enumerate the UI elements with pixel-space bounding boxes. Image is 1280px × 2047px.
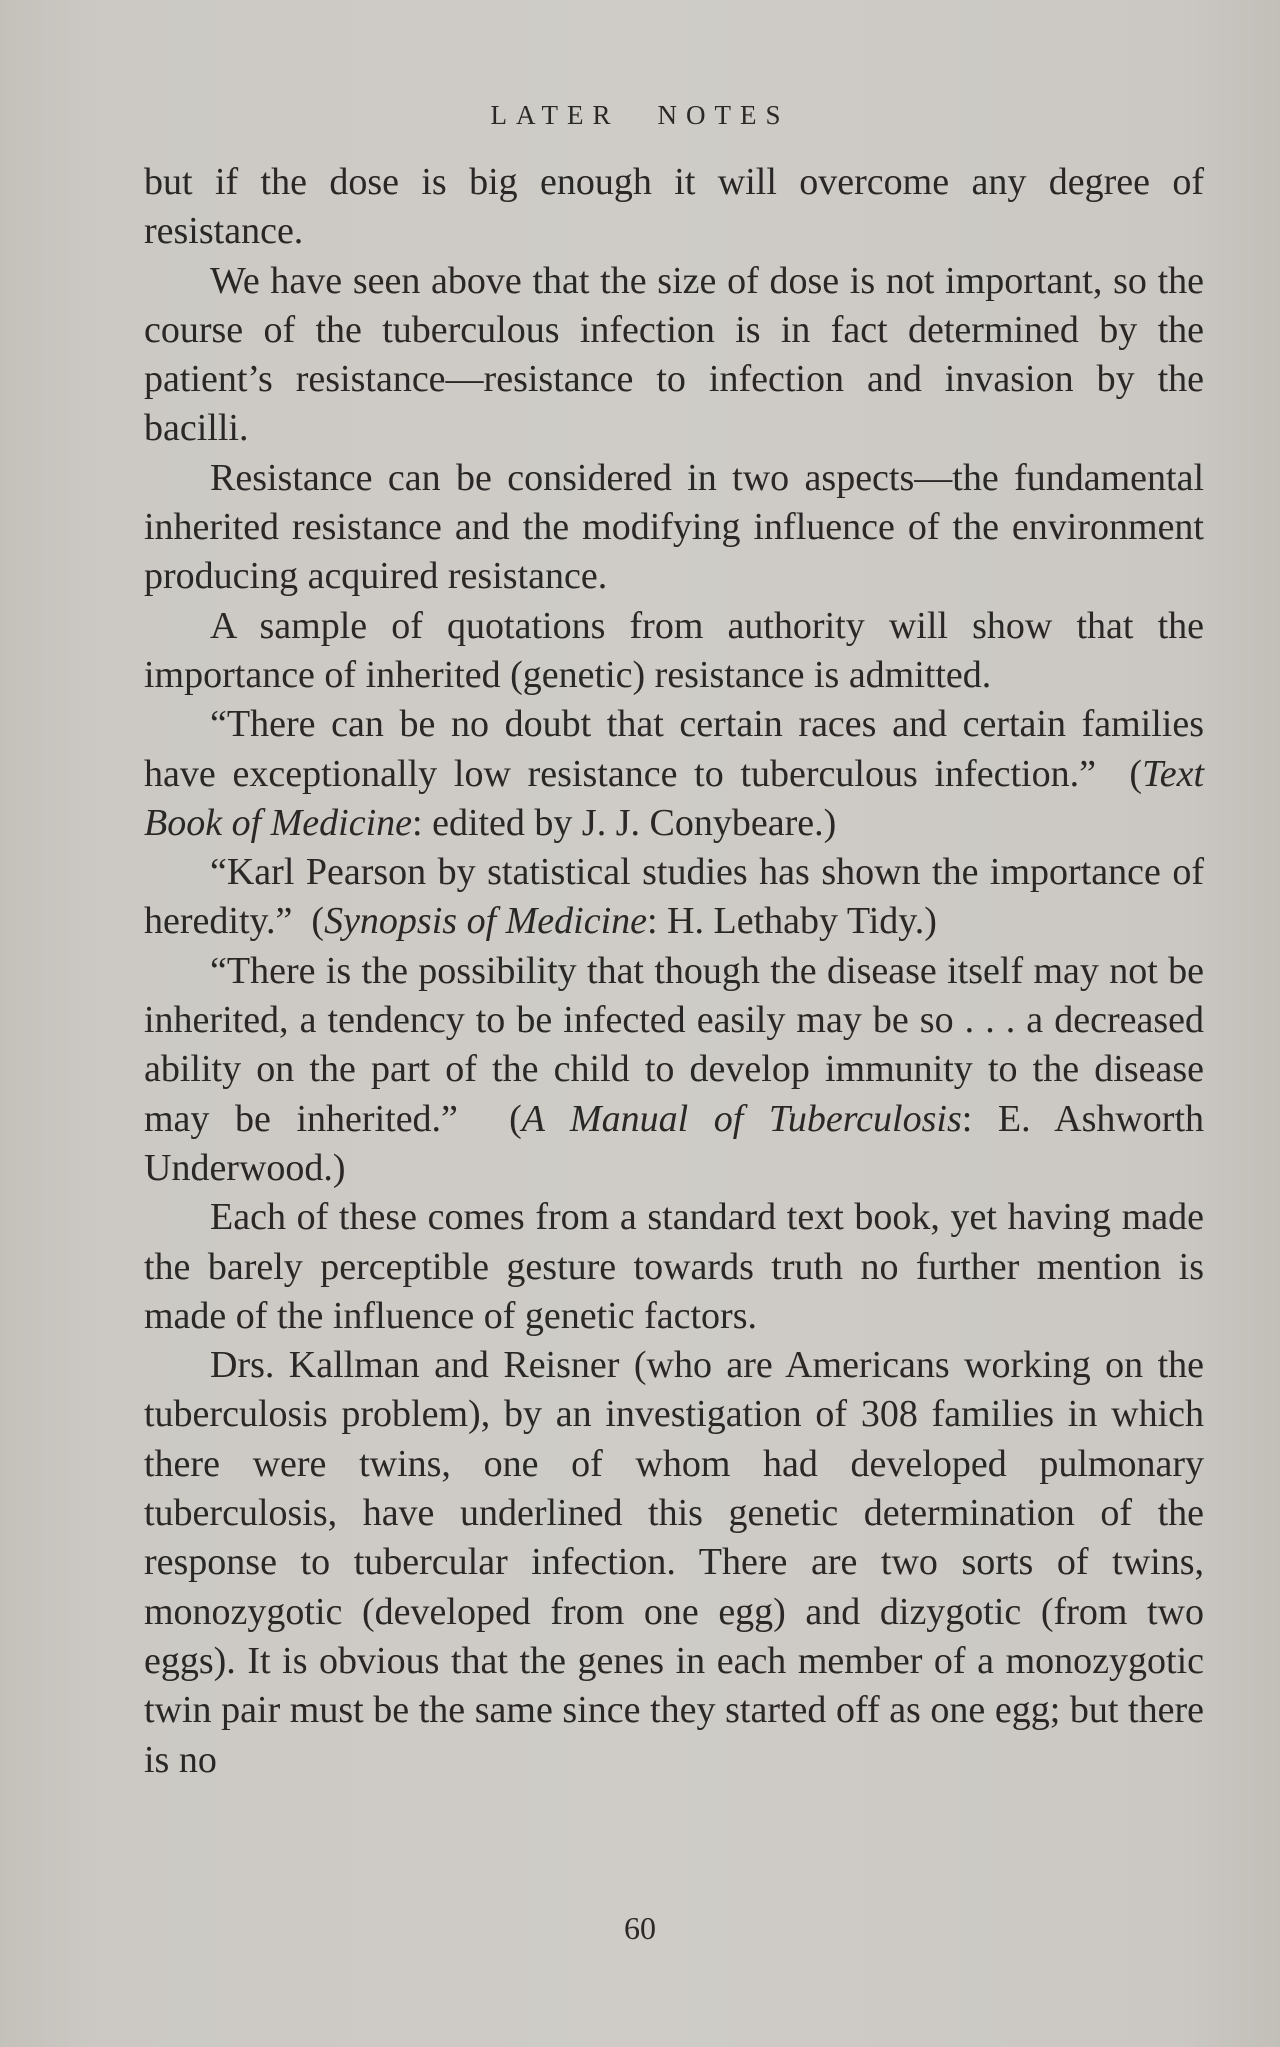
page-number: 60 <box>624 1910 656 1946</box>
paragraph: but if the dose is big enough it will overcome any degree of resistance. <box>144 161 1204 253</box>
paragraph: Resistance can be considered in two aspects—the fundamental inherited resistance and the modifying influence of the environment producing acquired resistance. <box>144 456 1204 598</box>
quotation-text: “There is the possibility that though the disease itself may not be inherited, a tendency to be infected easily may be so . . . a decreased ability on the part of the child to develop immunity to the disease may be inherited.” <box>144 949 1204 1140</box>
quotation-text: “Karl Pearson by statistical studies has shown the importance of heredity.” <box>144 851 1204 943</box>
quotation-paragraph <box>144 848 1204 947</box>
body-text <box>144 158 1204 1785</box>
citation-book-title: Text Book of Medicine <box>144 752 1205 844</box>
citation-attribution: : H. Lethaby Tidy.) <box>647 900 937 943</box>
citation-attribution: : edited by J. J. Conybeare.) <box>412 801 837 844</box>
quotation-paragraph <box>144 947 1204 1193</box>
paragraph: Drs. Kallman and Reisner (who are Americans working on the tuberculosis problem), by an investigation of 308 families in which there were twins, one of whom had developed pulmonary tuberculosis, have underlined this genetic determination of the response to tubercular infection. There are two sorts of twins, monozygotic (developed from one egg) and dizygotic (from two eggs). It is obvious that the genes in each member of a monozygotic twin pair must be the same since they started off as one egg; but there is no <box>144 1344 1204 1781</box>
citation-book-title: Synopsis of Medicine <box>324 900 647 943</box>
running-head <box>0 100 1280 131</box>
running-head-left: LATER <box>490 100 620 130</box>
citation-open-paren: ( <box>311 900 325 943</box>
quotation-paragraph <box>144 700 1204 848</box>
quotation-text: “There can be no doubt that certain races and certain families have exceptionally low resistance to tuberculous infection.” <box>144 703 1204 795</box>
paragraph: We have seen above that the size of dose is not important, so the course of the tuberculous infection is in fact determined by the patient’s resistance—resistance to infection and invasion by the bacilli. <box>144 259 1204 450</box>
citation-book-title: A Manual of Tuberculosis <box>521 1097 962 1140</box>
running-head-right: NOTES <box>657 100 790 130</box>
paragraph: Each of these comes from a standard text book, yet having made the barely perceptible gesture towards truth no further mention is made of the influence of genetic factors. <box>144 1196 1204 1337</box>
citation-attribution: : E. Ashworth Underwood.) <box>144 1097 1205 1189</box>
citation-open-paren: ( <box>509 1097 522 1140</box>
citation-open-paren: ( <box>1129 752 1143 795</box>
paragraph: A sample of quotations from authority will show that the importance of inherited (genetic) resistance is admitted. <box>144 604 1204 696</box>
